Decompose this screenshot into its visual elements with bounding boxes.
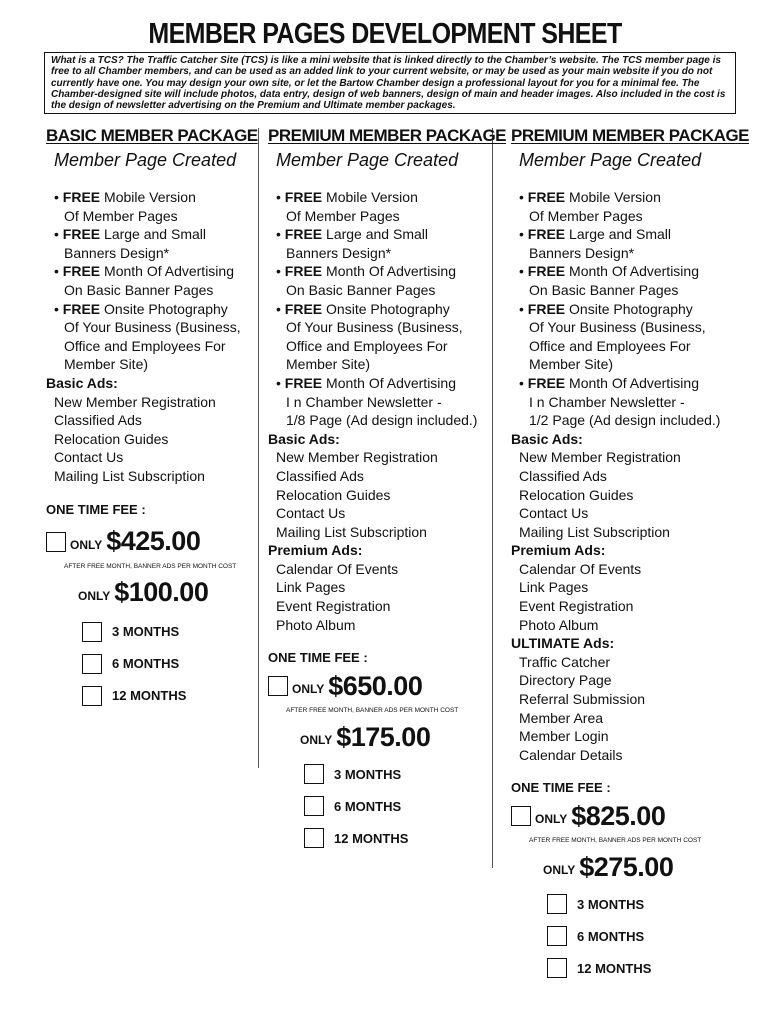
ad-item: New Member Registration <box>54 393 216 410</box>
one-time-fee-label: ONE TIME FEE : <box>511 780 611 796</box>
month-option-6 <box>304 790 488 822</box>
column-divider <box>492 128 493 868</box>
feature-line: Of Member Pages <box>64 207 178 224</box>
ad-item: Mailing List Subscription <box>519 523 670 540</box>
ad-item: Link Pages <box>519 579 589 596</box>
basic-ads-heading: Basic Ads: <box>268 430 340 447</box>
month-label: 12 MONTHS <box>577 960 652 976</box>
only-label: ONLY <box>70 537 103 552</box>
free-label: FREE <box>284 263 323 280</box>
ad-item: Referral Submission <box>519 691 646 708</box>
ad-item: Calendar Details <box>519 746 623 763</box>
month-label: 3 MONTHS <box>112 624 180 639</box>
one-time-price-row <box>511 799 741 833</box>
free-label: FREE <box>284 189 323 205</box>
basic-ads-heading: Basic Ads: <box>46 374 118 391</box>
6-months-checkbox[interactable] <box>304 796 324 816</box>
month-option-3 <box>547 888 741 920</box>
premium-ads-heading: Premium Ads: <box>511 542 606 559</box>
one-time-fee-checkbox[interactable] <box>46 532 66 552</box>
ad-item: Mailing List Subscription <box>276 523 427 540</box>
free-label: FREE <box>527 226 566 243</box>
feature-line: Banners Design* <box>529 244 635 261</box>
feature-line: • FREE Onsite Photography <box>276 300 450 317</box>
month-option-12 <box>82 680 256 712</box>
month-label: 3 MONTHS <box>577 896 645 912</box>
fine-print: AFTER FREE MONTH, BANNER ADS PER MONTH COST <box>64 562 237 570</box>
feature-line: • FREE Onsite Photography <box>519 300 693 317</box>
package-title: BASIC MEMBER PACKAGE <box>46 126 258 145</box>
one-time-fee-checkbox[interactable] <box>511 806 531 826</box>
feature-line: I n Chamber Newsletter - <box>286 393 442 410</box>
feature-line: • FREE Month Of Advertising <box>519 374 699 391</box>
free-label: FREE <box>62 189 101 205</box>
package-title: PREMIUM MEMBER PACKAGE <box>511 126 750 145</box>
ad-item: Event Registration <box>519 598 634 615</box>
feature-line: Member Site) <box>286 356 371 373</box>
premium-package-column <box>268 126 507 854</box>
free-label: FREE <box>62 263 101 280</box>
basic-ads-heading: Basic Ads: <box>511 430 583 447</box>
month-option-3 <box>82 616 256 648</box>
feature-line: • FREE Month Of Advertising <box>54 263 234 280</box>
3-months-checkbox[interactable] <box>547 894 567 914</box>
feature-line: Office and Employees For <box>286 337 448 354</box>
feature-line: Banners Design* <box>286 244 392 261</box>
feature-line: • FREE Month Of Advertising <box>276 374 456 391</box>
only-label: ONLY <box>78 588 111 603</box>
feature-line: Of Member Pages <box>286 207 400 224</box>
month-option-3 <box>304 758 488 790</box>
ad-item: Contact Us <box>276 505 346 522</box>
month-option-12 <box>547 952 741 984</box>
feature-line: • FREE Onsite Photography <box>54 300 228 317</box>
ad-item: Mailing List Subscription <box>54 467 205 484</box>
basic-package-column <box>46 126 256 712</box>
ad-item: Photo Album <box>519 616 599 633</box>
one-time-price: $825.00 <box>571 800 666 831</box>
feature-line: • FREE Mobile Version <box>276 189 418 205</box>
package-title: PREMIUM MEMBER PACKAGE <box>268 126 507 145</box>
one-time-fee-label: ONE TIME FEE : <box>268 650 368 666</box>
feature-line: • FREE Mobile Version <box>519 189 661 205</box>
feature-line: • FREE Mobile Version <box>54 189 196 205</box>
feature-line: • FREE Large and Small <box>54 226 206 243</box>
monthly-price: $175.00 <box>336 721 431 752</box>
free-label: FREE <box>527 189 566 205</box>
ad-item: Member Area <box>519 709 604 726</box>
ad-item: Classified Ads <box>54 412 142 429</box>
fine-print: AFTER FREE MONTH, BANNER ADS PER MONTH COST <box>286 707 459 715</box>
package-subtitle: Member Page Created <box>54 150 237 170</box>
monthly-price: $275.00 <box>579 851 674 882</box>
ad-item: Traffic Catcher <box>519 653 611 670</box>
package-subtitle: Member Page Created <box>519 150 702 170</box>
ad-item: Calendar Of Events <box>519 560 642 577</box>
ad-item: New Member Registration <box>519 449 681 466</box>
feature-line: • FREE Month Of Advertising <box>276 263 456 280</box>
one-time-fee-label: ONE TIME FEE : <box>46 501 146 517</box>
free-label: FREE <box>62 300 101 317</box>
one-time-price-row <box>268 669 488 703</box>
month-label: 6 MONTHS <box>112 656 180 671</box>
ad-item: Classified Ads <box>276 467 364 484</box>
ad-item: Calendar Of Events <box>276 560 399 577</box>
ad-item: Photo Album <box>276 616 356 633</box>
month-option-12 <box>304 822 488 854</box>
monthly-price-row <box>74 576 256 610</box>
feature-line: I n Chamber Newsletter - <box>529 393 685 410</box>
ad-item: Event Registration <box>276 598 391 615</box>
only-label: ONLY <box>535 812 568 827</box>
ad-item: New Member Registration <box>276 449 438 466</box>
month-label: 6 MONTHS <box>334 798 402 814</box>
feature-line: • FREE Large and Small <box>276 226 428 243</box>
feature-line: On Basic Banner Pages <box>286 281 436 298</box>
free-label: FREE <box>62 226 101 243</box>
feature-line: Of Your Business (Business, <box>529 319 706 336</box>
ad-item: Member Login <box>519 728 609 745</box>
ad-item: Classified Ads <box>519 467 607 484</box>
one-time-price: $425.00 <box>106 526 201 556</box>
ad-item: Contact Us <box>519 505 589 522</box>
intro-text: What is a TCS? The Traffic Catcher Site (TCS) is like a mini website that is linked directly to the Chamber’s website. The TCS member page is free to all Chamber members, and can be used as an added link to your current website, or may be used as your main website if you do not currently have one. You may design your own site, or let the Bartow Chamber design a professional layout for you for a minimal fee. The Chamber-designed site will include photos, data entry, design of web banners, design of main and header images. Also included in the cost is the design of newsletter advertising on the Premium and Ultimate member packages. <box>44 52 736 114</box>
free-label: FREE <box>527 300 566 317</box>
only-label: ONLY <box>300 733 333 748</box>
3-months-checkbox[interactable] <box>304 764 324 784</box>
free-label: FREE <box>284 300 323 317</box>
one-time-price: $650.00 <box>328 670 423 701</box>
free-label: FREE <box>284 226 323 243</box>
premium-ads-heading: Premium Ads: <box>268 542 363 559</box>
feature-line: Banners Design* <box>64 244 170 261</box>
12-months-checkbox[interactable] <box>547 958 567 978</box>
monthly-price: $100.00 <box>114 577 209 607</box>
feature-line: • FREE Month Of Advertising <box>519 263 699 280</box>
feature-line: On Basic Banner Pages <box>529 281 679 298</box>
page-title: MEMBER PAGES DEVELOPMENT SHEET <box>148 17 622 51</box>
ad-item: Relocation Guides <box>276 486 391 503</box>
month-option-6 <box>547 920 741 952</box>
free-label: FREE <box>284 374 323 391</box>
feature-line: Of Member Pages <box>529 207 643 224</box>
one-time-fee-checkbox[interactable] <box>268 676 288 696</box>
month-label: 3 MONTHS <box>334 766 402 782</box>
ultimate-ads-heading: ULTIMATE Ads: <box>511 635 615 652</box>
feature-line: Member Site) <box>64 356 149 373</box>
feature-line: • FREE Large and Small <box>519 226 671 243</box>
feature-line: 1/8 Page (Ad design included.) <box>286 412 478 429</box>
12-months-checkbox[interactable] <box>304 828 324 848</box>
feature-line: 1/2 Page (Ad design included.) <box>529 412 721 429</box>
3-months-checkbox[interactable] <box>82 622 102 642</box>
column-divider <box>258 128 259 768</box>
ad-item: Contact Us <box>54 449 124 466</box>
monthly-price-row <box>539 850 741 884</box>
feature-line: Of Your Business (Business, <box>64 319 241 336</box>
month-label: 12 MONTHS <box>112 688 187 703</box>
feature-line: Member Site) <box>529 356 614 373</box>
month-label: 6 MONTHS <box>577 928 645 944</box>
free-label: FREE <box>527 374 566 391</box>
feature-line: On Basic Banner Pages <box>64 281 214 298</box>
feature-line: Of Your Business (Business, <box>286 319 463 336</box>
package-subtitle: Member Page Created <box>276 150 459 170</box>
feature-line: Office and Employees For <box>64 337 226 354</box>
feature-line: Office and Employees For <box>529 337 691 354</box>
6-months-checkbox[interactable] <box>547 926 567 946</box>
only-label: ONLY <box>543 863 576 878</box>
ad-item: Relocation Guides <box>519 486 634 503</box>
ultimate-package-column <box>511 126 750 984</box>
one-time-price-row <box>46 525 256 559</box>
ad-item: Directory Page <box>519 672 612 689</box>
free-label: FREE <box>527 263 566 280</box>
monthly-price-row <box>296 720 488 754</box>
ad-item: Link Pages <box>276 579 346 596</box>
12-months-checkbox[interactable] <box>82 686 102 706</box>
6-months-checkbox[interactable] <box>82 654 102 674</box>
ad-item: Relocation Guides <box>54 430 169 447</box>
fine-print: AFTER FREE MONTH, BANNER ADS PER MONTH COST <box>529 837 702 845</box>
month-option-6 <box>82 648 256 680</box>
only-label: ONLY <box>292 682 325 697</box>
month-label: 12 MONTHS <box>334 830 409 846</box>
